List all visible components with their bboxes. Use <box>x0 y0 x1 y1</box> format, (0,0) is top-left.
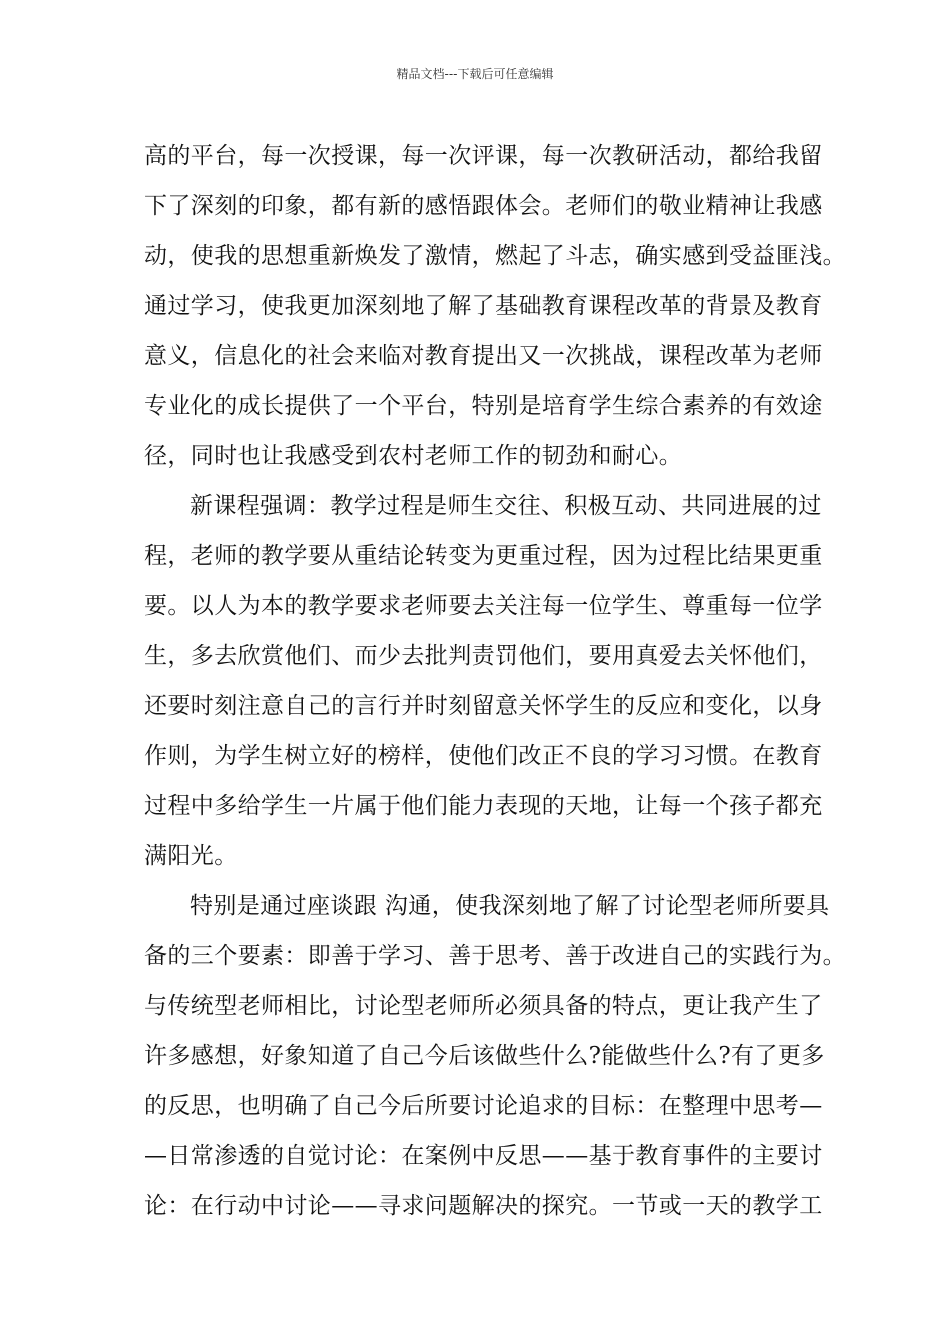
paragraph-start-line: 特别是通过座谈跟 沟通，使我深刻地了解了讨论型老师所要具 <box>190 893 830 919</box>
text-line: 下了深刻的印象，都有新的感悟跟体会。老师们的敬业精神让我感 <box>144 193 823 219</box>
text-line: 与传统型老师相比，讨论型老师所必须具备的特点，更让我产生了 <box>144 993 823 1019</box>
text-line: 程，老师的教学要从重结论转变为更重过程，因为过程比结果更重 <box>144 543 823 569</box>
text-line: 备的三个要素：即善于学习、善于思考、善于改进自己的实践行为。 <box>144 943 846 969</box>
text-line: 过程中多给学生一片属于他们能力表现的天地，让每一个孩子都充 <box>144 793 823 819</box>
text-line: 的反思，也明确了自己今后所要讨论追求的目标：在整理中思考— <box>144 1093 823 1119</box>
text-line: 许多感想，好象知道了自己今后该做些什么?能做些什么?有了更多 <box>144 1043 825 1069</box>
page-header: 精品文档---下载后可任意编辑 <box>396 67 554 81</box>
text-line: 作则，为学生树立好的榜样，使他们改正不良的学习习惯。在教育 <box>144 743 823 769</box>
text-line: —日常渗透的自觉讨论：在案例中反思——基于教育事件的主要讨 <box>144 1143 823 1169</box>
text-line: 高的平台，每一次授课，每一次评课，每一次教研活动，都给我留 <box>144 143 823 169</box>
text-line: 满阳光。 <box>144 843 238 869</box>
text-line: 要。以人为本的教学要求老师要去关注每一位学生、尊重每一位学 <box>144 593 823 619</box>
document-body <box>144 131 846 1231</box>
text-line: 动，使我的思想重新焕发了激情，燃起了斗志，确实感到受益匪浅。 <box>144 243 846 269</box>
text-line: 还要时刻注意自己的言行并时刻留意关怀学生的反应和变化，以身 <box>144 693 823 719</box>
text-line: 通过学习，使我更加深刻地了解了基础教育课程改革的背景及教育 <box>144 293 823 319</box>
text-line: 生，多去欣赏他们、而少去批判责罚他们，要用真爱去关怀他们， <box>144 643 823 669</box>
paragraph-start-line: 新课程强调：教学过程是师生交往、积极互动、共同进展的过 <box>190 493 822 519</box>
text-line: 论：在行动中讨论——寻求问题解决的探究。一节或一天的教学工 <box>144 1193 823 1219</box>
text-line: 径，同时也让我感受到农村老师工作的韧劲和耐心。 <box>144 443 683 469</box>
text-line: 意义，信息化的社会来临对教育提出又一次挑战，课程改革为老师 <box>144 343 823 369</box>
text-line: 专业化的成长提供了一个平台，特别是培育学生综合素养的有效途 <box>144 393 823 419</box>
